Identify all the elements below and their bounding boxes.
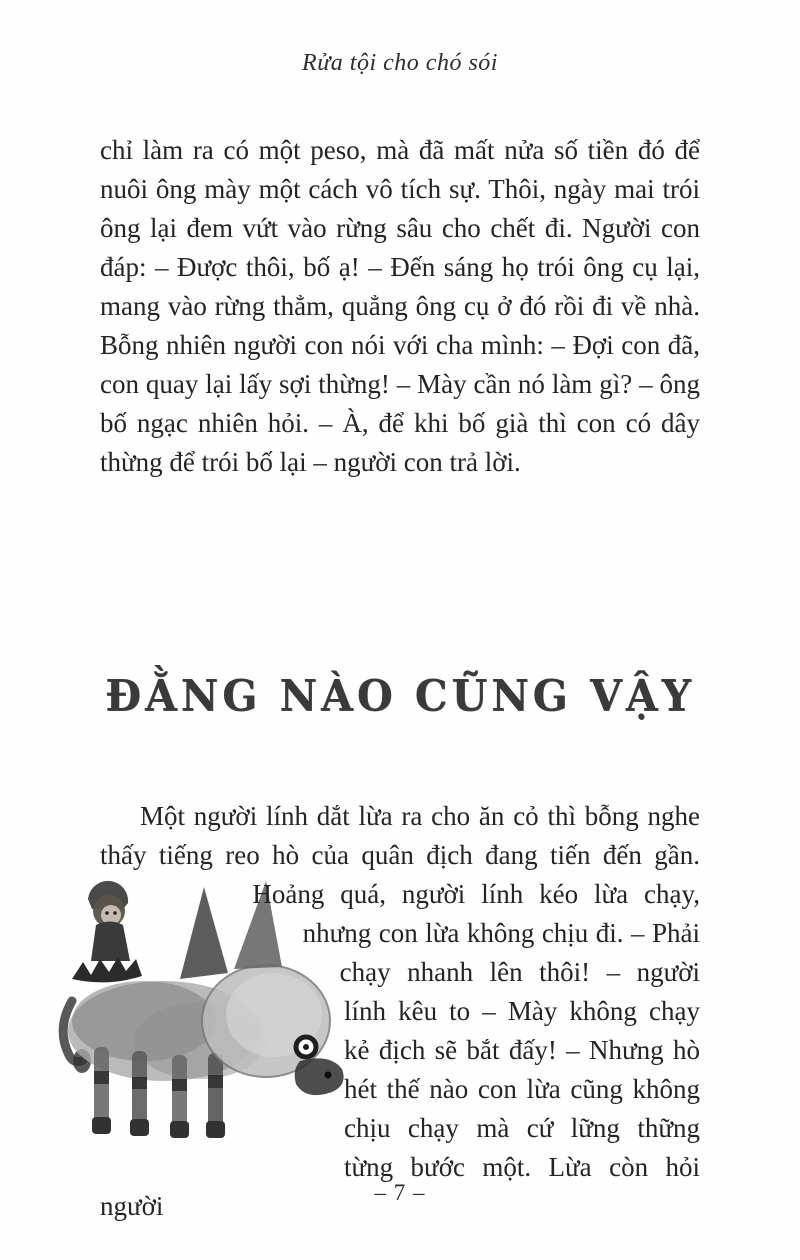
section-title: ĐẰNG NÀO CŨNG VẬY (105, 671, 695, 721)
paragraph-story-end: chỉ làm ra có một peso, mà đã mất nửa số tiền đó để nuôi ông mày một cách vô tích sự. Thôi, ngày mai trói ông lại đem vứt vào rừng sâu cho chết đi. Người con đáp: – Được thôi, bố ạ! – Đến sáng họ trói ông cụ lại, mang vào rừng thẳm, quẳng ông cụ ở đó rồi đi về nhà. Bỗng nhiên người con nói với cha mình: – Đợi con đã, con quay lại lấy sợi thừng! – Mày cần nó làm gì? – ông bố ngạc nhiên hỏi. – À, để khi bố già thì con có dây thừng để trói bố lại – người con trả lời. (100, 135, 700, 477)
paragraph-lead-text: Một người lính dắt lừa ra cho ăn cỏ thì bỗng nghe thấy tiếng reo hò của quân địch đang tiến đến (100, 801, 700, 870)
running-title: Rửa tội cho chó sói (302, 50, 498, 76)
paragraph-new-story (100, 797, 700, 1226)
paragraph-rest-text: gần. Hoảng quá, người lính kéo lừa chạy, nhưng con lừa không chịu đi. – Phải chạy nhanh lên thôi! – người lính kêu to – Mày không chạy kẻ địch sẽ bắt đấy! – Nhưng hò hét thế nào con lừa cũng không chịu chạy mà cứ lững thững từng bước một. Lừa còn hỏi người (100, 840, 700, 1221)
page-number: – 7 – (374, 1180, 426, 1205)
